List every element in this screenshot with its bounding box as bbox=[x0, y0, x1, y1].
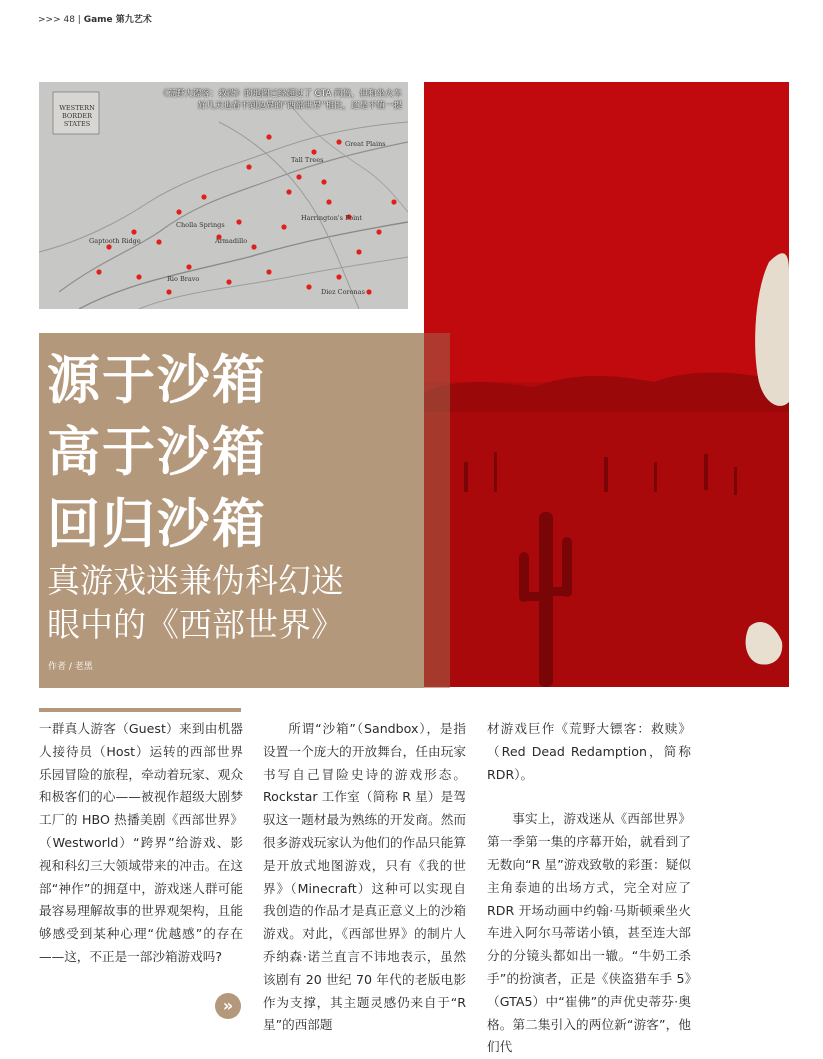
paragraph: 事实上，游戏迷从《西部世界》第一季第一集的序幕开始，就看到了无数向“R 星”游戏致敬的彩蛋：疑似主角泰迪的出场方式，完全对应了 RDR 开场动画中约翰·马斯顿乘坐火车进入阿尔马蒂诺小镇，甚至连大部分的分镜头都如出一辙。“牛奶工杀手”的扮演者，正是《侠盗猎车手 5》（GTA5）中“崔佛”的声优史蒂芬·奥格。第二集引入的两位新“游客”，他们代 bbox=[487, 811, 691, 1055]
paragraph: 一群真人游客（Guest）来到由机器人接待员（Host）运转的西部世界乐园冒险的旅程，牵动着玩家、观众和极客们的心——被视作超级大剧梦工厂的 HBO 热播美剧《西部世界》（Westworld）“跨界”给游戏、影视和科幻三大领域带来的冲击。在这部“神作”的拥趸中，游戏迷人群可能最容易理解故事的世界观架构，且能够感受到某种心理“优越感”的存在——这，不正是一部沙箱游戏吗? bbox=[39, 721, 243, 964]
map-label: Harrington's Point bbox=[301, 214, 362, 222]
map-label: Diez Coronas bbox=[321, 288, 365, 296]
map-label: Armadillo bbox=[215, 237, 248, 245]
map-image bbox=[39, 82, 408, 309]
body-column-2 bbox=[263, 718, 466, 1037]
column-rule bbox=[39, 708, 241, 712]
headline-line-2: 高于沙箱 bbox=[47, 422, 267, 483]
map-label: Cholla Springs bbox=[176, 221, 225, 229]
author-credit: 作者 / 老黑 bbox=[48, 662, 93, 672]
page-header bbox=[38, 12, 152, 25]
paragraph: 所谓“沙箱”（Sandbox），是指设置一个庞大的开放舞台，任由玩家书写自己冒险史诗的游戏形态。Rockstar 工作室（简称 R 星）是驾驭这一题材最为熟练的开发商。然而很多游戏玩家认为他们的作品只能算是开放式地图游戏，只有《我的世界》（Minecraft）这种可以实现自我创造的作品才是真正意义上的沙箱游戏。对此，《西部世界》的制片人乔纳森·诺兰直言不讳地表示，虽然该剧有 20 世纪 70 年代的老版电影作为支撑，其主题灵感仍来自于“R 星”的西部题 bbox=[263, 721, 466, 1033]
map-caption: 《荒野大镖客：救赎》的地图已经超过了 GTA 两倍，但和坐火车好几天也看不到边界的“西部世界”相比，还是不值一提 bbox=[158, 89, 402, 111]
subtitle-line-1: 真游戏迷兼伪科幻迷 bbox=[47, 561, 344, 600]
section-name: Game 第九艺术 bbox=[83, 15, 152, 25]
map-label: Great Plains bbox=[345, 140, 386, 148]
page-number: >>> 48 | bbox=[38, 15, 81, 25]
western-photo bbox=[424, 82, 789, 687]
subtitle-line-2: 眼中的《西部世界》 bbox=[47, 605, 344, 644]
map-label: Rio Bravo bbox=[167, 275, 200, 283]
paragraph: 材游戏巨作《荒野大镖客：救赎》（Red Dead Redamption，简称 RDR）。 bbox=[487, 721, 691, 782]
map-label: Tall Trees bbox=[291, 156, 324, 164]
headline-line-1: 源于沙箱 bbox=[47, 350, 267, 411]
double-chevron-right-icon: » bbox=[215, 993, 241, 1019]
title-panel-edge bbox=[424, 333, 450, 688]
map-label: Gaptooth Ridge bbox=[89, 237, 141, 245]
photo-drawing bbox=[424, 82, 789, 687]
headline-line-3: 回归沙箱 bbox=[47, 494, 267, 555]
body-column-1 bbox=[39, 718, 243, 969]
body-column-3 bbox=[487, 718, 691, 1059]
title-panel bbox=[39, 333, 424, 688]
map-label: WESTERN BORDER STATES bbox=[59, 104, 95, 128]
